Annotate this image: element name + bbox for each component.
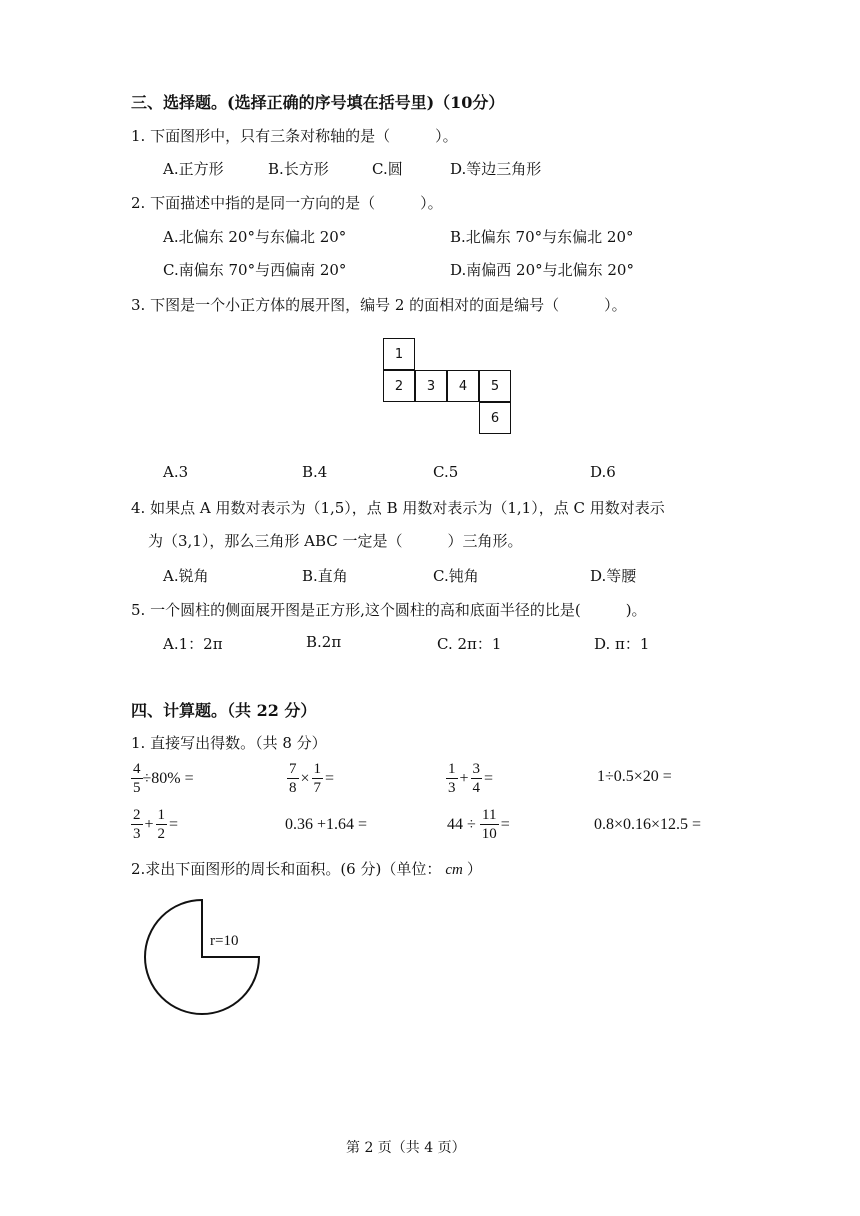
question-4-line-1: 4. 如果点 A 用数对表示为（1,5），点 B 用数对表示为（1,1），点 C 用数对表示 [131,499,665,517]
calc-pre: 44 ÷ [447,815,476,833]
equals: = [500,815,510,833]
calc-item-a [131,760,194,797]
calc-item-d: 1÷0.5×20 = [597,768,672,785]
section-3-title: 三、选择题。(选择正确的序号填在括号里)（10分） [131,93,505,112]
calc-item-e [131,806,180,843]
q1-option-d: D.等边三角形 [450,160,542,178]
part-1-text: 1. 直接写出得数。（共 8 分） [131,734,327,752]
question-3-text: 3. 下图是一个小正方体的展开图，编号 2 的面相对的面是编号（ ）。 [131,296,627,314]
operator: × [300,769,310,787]
calc-item-h: 0.8×0.16×12.5 = [594,816,702,833]
part-2-end: ） [466,860,482,878]
q3-option-a: A.3 [163,463,189,481]
calc-item-b [287,760,336,797]
net-face-1: 1 [383,338,415,370]
q4-option-b: B.直角 [302,567,348,585]
net-face-4: 4 [447,370,479,402]
q3-option-c: C.5 [433,463,459,481]
question-4-line-2: 为（3,1），那么三角形 ABC 一定是（ ）三角形。 [148,532,523,550]
fraction: $\frac{7}{8}$ [289,761,297,796]
q2-option-b: B.北偏东 70°与东偏北 20° [450,228,634,246]
net-face-2: 2 [383,370,415,402]
operator: + [144,815,154,833]
net-face-3: 3 [415,370,447,402]
net-face-6: 6 [479,402,511,434]
q4-option-a: A.锐角 [163,567,209,585]
cube-net-figure [383,338,515,436]
q2-option-c: C.南偏东 70°与西偏南 20° [163,261,347,279]
fraction: $\frac{1}{2}$ [157,807,166,842]
q1-option-b: B.长方形 [268,160,329,178]
q2-option-a: A.北偏东 20°与东偏北 20° [163,228,347,246]
equals: = [484,769,494,787]
operator: + [459,769,469,787]
calc-item-f: 0.36 +1.64 = [285,816,368,833]
page-footer: 第 2 页（共 4 页） [346,1140,466,1156]
q3-option-b: B.4 [302,463,328,481]
calc-item-g [447,806,512,843]
question-5-text: 5. 一个圆柱的侧面展开图是正方形,这个圆柱的高和底面半径的比是( )。 [131,601,647,619]
fraction: $\frac{2}{3}$ [133,807,141,842]
q1-option-a: A.正方形 [163,160,224,178]
calc-item-c [446,760,495,797]
section-4-title: 四、计算题。（共 22 分） [131,701,317,720]
fraction: $\frac{4}{5}$ [133,761,141,796]
fraction: $\frac{1}{7}$ [313,761,322,796]
q4-option-d: D.等腰 [590,567,637,585]
fraction: $\frac{11}{10}$ [481,807,497,842]
fraction: $\frac{1}{3}$ [448,761,456,796]
q5-option-b: B.2π [306,633,342,651]
q1-option-c: C.圆 [372,160,403,178]
q3-option-d: D.6 [590,463,616,481]
radius-label: r=10 [210,933,239,949]
three-quarter-circle-figure [140,895,270,1020]
unit: cm [445,862,463,878]
equals: = [325,769,335,787]
sector-outline [145,900,259,1014]
question-2-text: 2. 下面描述中指的是同一方向的是（ ）。 [131,194,443,212]
question-1-text: 1. 下面图形中，只有三条对称轴的是（ ）。 [131,127,458,145]
part-2-text [131,858,482,879]
q5-option-c: C. 2π：1 [437,635,502,653]
equals: = [169,815,179,833]
net-face-5: 5 [479,370,511,402]
fraction: $\frac{3}{4}$ [472,761,481,796]
q5-option-d: D. π：1 [594,635,650,653]
q5-option-a: A.1：2π [163,635,223,653]
q4-option-c: C.钝角 [433,567,479,585]
calc-rest: ÷80% = [142,769,194,787]
q2-option-d: D.南偏西 20°与北偏东 20° [450,261,634,279]
part-2-label: 2.求出下面图形的周长和面积。(6 分)（单位： [131,860,442,878]
